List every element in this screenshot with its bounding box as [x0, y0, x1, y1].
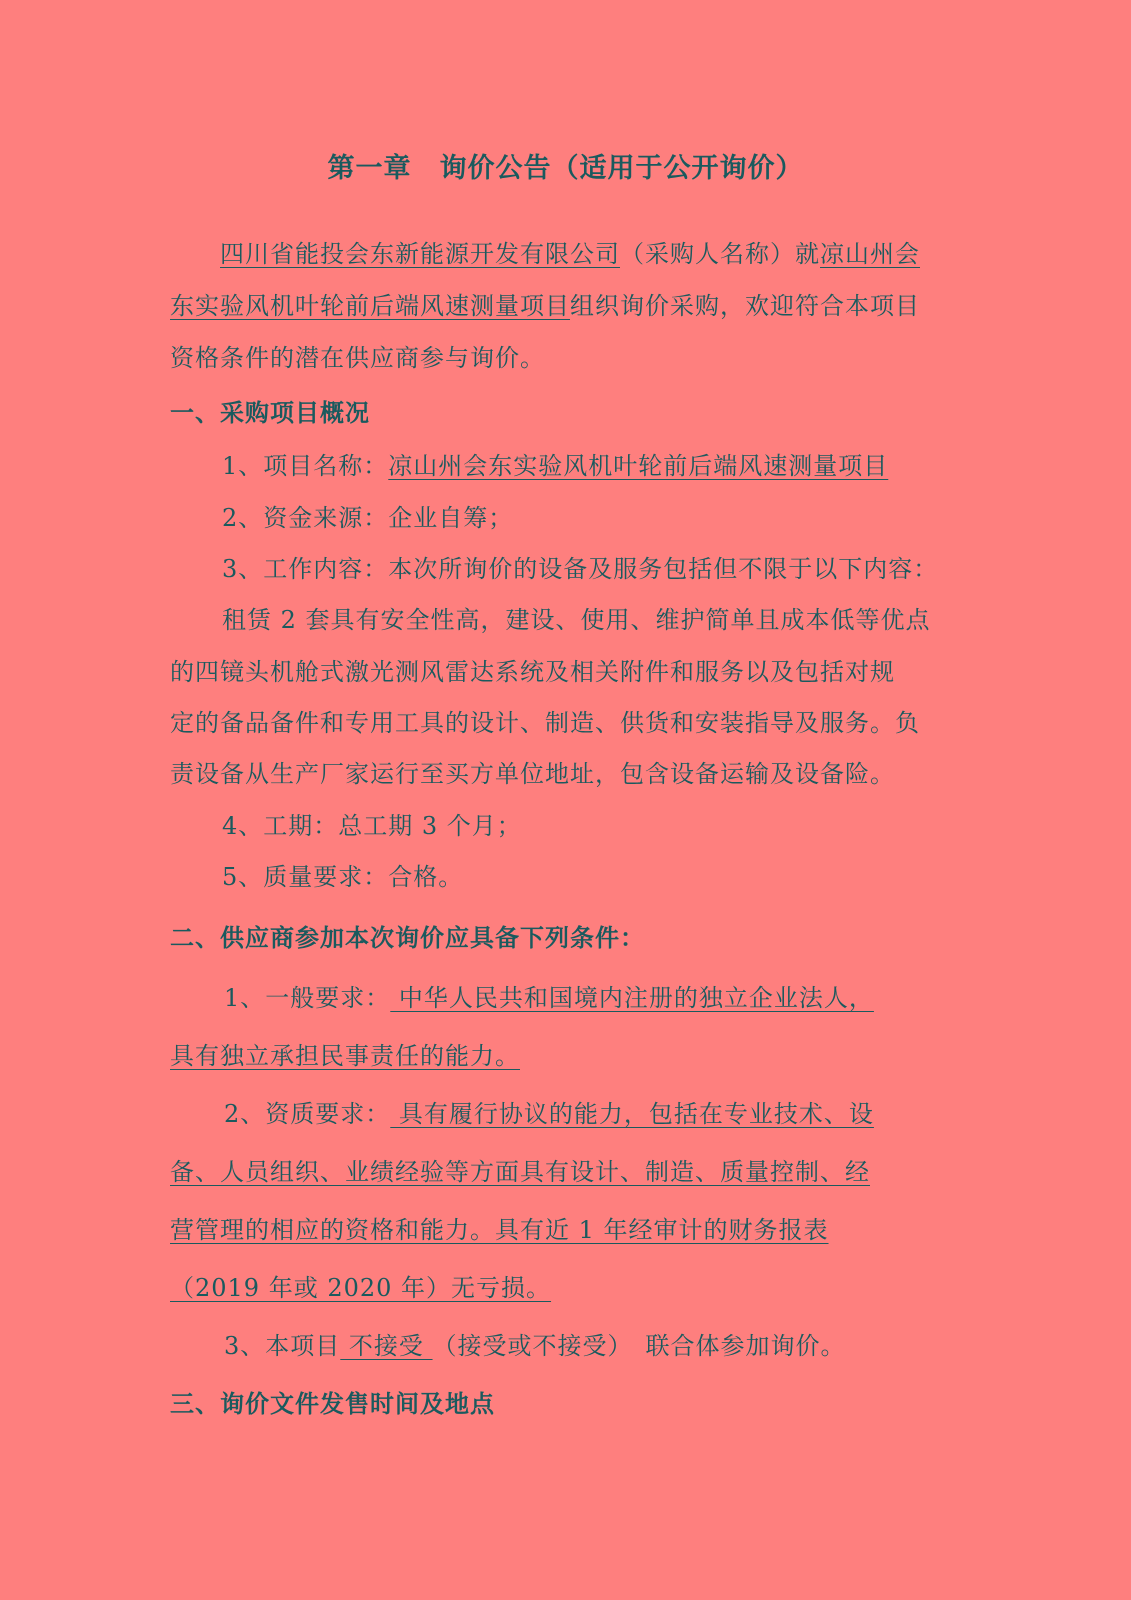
general-requirement-label: 1、一般要求：	[224, 984, 391, 1012]
section-1-heading: 一、采购项目概况	[170, 399, 370, 427]
purchaser-name: 四川省能投会东新能源开发有限公司	[220, 240, 620, 268]
general-requirement-value-cont: 具有独立承担民事责任的能力。	[170, 1042, 520, 1070]
section-2-item-2-line-3	[170, 1214, 829, 1246]
section-2-item-3	[224, 1330, 846, 1362]
section-1-item-2: 2、资金来源：企业自筹；	[222, 504, 514, 532]
section-2-item-1	[224, 982, 874, 1014]
section-2-item-1-line-2	[170, 1040, 520, 1072]
section-1-item-4: 4、工期：总工期 3 个月；	[222, 812, 522, 840]
qualification-label: 2、资质要求：	[224, 1100, 391, 1128]
intro-line-2	[170, 290, 920, 322]
section-1-item-5: 5、质量要求：合格。	[222, 863, 464, 891]
section-1-item-3-line-2: 租赁 2 套具有安全性高，建设、使用、维护简单且成本低等优点	[222, 606, 931, 634]
project-name-value: 凉山州会东实验风机叶轮前后端风速测量项目	[388, 452, 889, 480]
project-name-part1: 凉山州会	[820, 240, 920, 268]
section-1-item-3: 3、工作内容：本次所询价的设备及服务包括但不限于以下内容：	[222, 555, 939, 583]
intro-line-1	[220, 238, 920, 270]
page-title: 第一章 询价公告（适用于公开询价）	[327, 153, 804, 184]
consortium-value: 不接受	[340, 1332, 433, 1360]
section-1-item-3-line-4: 定的备品备件和专用工具的设计、制造、供货和安装指导及服务。负	[170, 709, 920, 737]
section-2-item-2	[224, 1098, 874, 1130]
section-1-item-1	[222, 450, 888, 482]
section-3-heading: 三、询价文件发售时间及地点	[170, 1390, 495, 1418]
section-2-item-2-line-2	[170, 1156, 870, 1188]
purchaser-note: （采购人名称）就	[620, 240, 820, 268]
section-1-item-3-line-5: 责设备从生产厂家运行至买方单位地址，包含设备运输及设备险。	[170, 760, 895, 788]
general-requirement-value: 中华人民共和国境内注册的独立企业法人，	[390, 984, 874, 1012]
project-name-part2: 东实验风机叶轮前后端风速测量项目	[170, 292, 570, 320]
consortium-rest: （接受或不接受） 联合体参加询价。	[432, 1332, 846, 1360]
qualification-value-cont-1: 备、人员组织、业绩经验等方面具有设计、制造、质量控制、经	[170, 1158, 870, 1186]
section-2-item-2-line-4	[170, 1272, 551, 1304]
qualification-value: 具有履行协议的能力，包括在专业技术、设	[390, 1100, 874, 1128]
qualification-value-cont-3: （2019 年或 2020 年）无亏损。	[170, 1274, 552, 1302]
section-2-heading: 二、供应商参加本次询价应具备下列条件：	[170, 924, 645, 952]
qualification-value-cont-2: 营管理的相应的资格和能力。具有近 1 年经审计的财务报表	[170, 1216, 829, 1244]
intro-line-2-rest: 组织询价采购，欢迎符合本项目	[570, 292, 920, 320]
section-1-item-3-line-3: 的四镜头机舱式激光测风雷达系统及相关附件和服务以及包括对规	[170, 658, 895, 686]
project-name-label: 1、项目名称：	[222, 452, 389, 480]
consortium-label: 3、本项目	[224, 1332, 341, 1360]
intro-line-3: 资格条件的潜在供应商参与询价。	[170, 344, 545, 372]
